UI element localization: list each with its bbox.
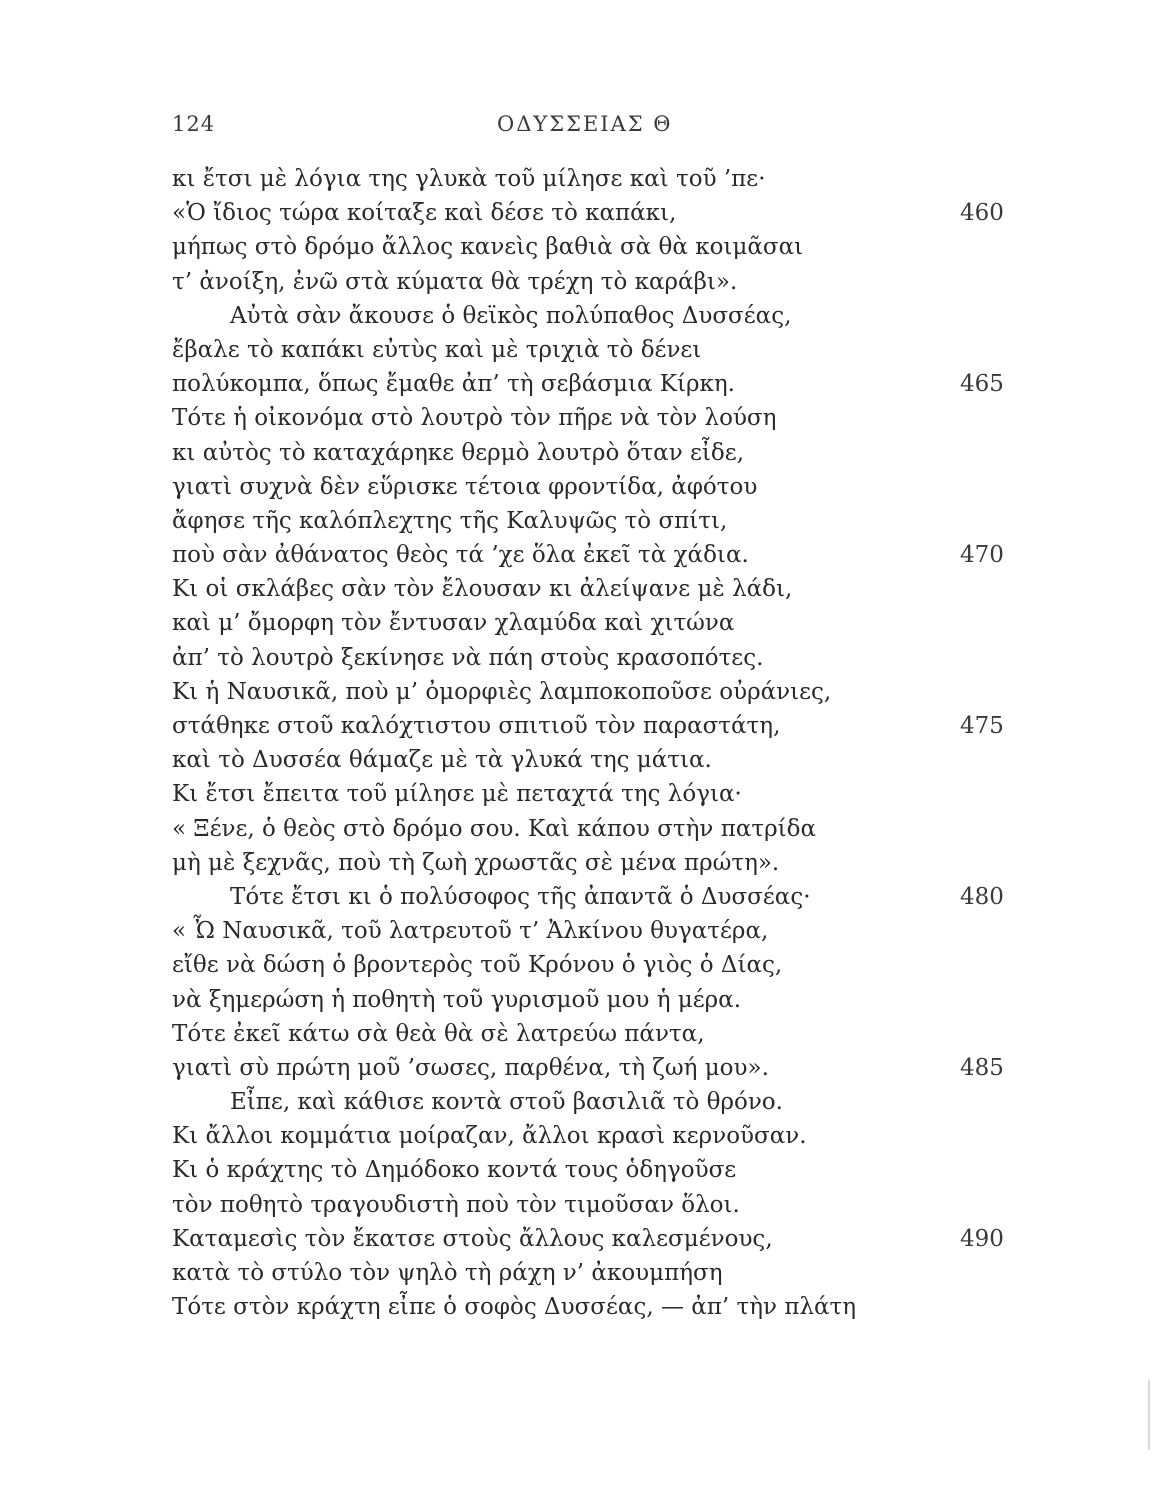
- verse-line: [172, 1222, 1004, 1256]
- verse-text: « Ὦ Ναυσικᾶ, τοῦ λατρευτοῦ τ’ Ἀλκίνου θυγατέρα,: [172, 918, 769, 945]
- verse-text: «Ὁ ἴδιος τώρα κοίταξε καὶ δέσε τὸ καπάκι,: [172, 200, 677, 227]
- verse-text: Εἶπε, καὶ κάθισε κοντὰ στοῦ βασιλιᾶ τὸ θρόνο.: [230, 1089, 783, 1116]
- verse-text: κι ἔτσι μὲ λόγια της γλυκὰ τοῦ μίλησε καὶ τοῦ ’πε·: [172, 166, 766, 192]
- verse-text: πολύκομπα, ὅπως ἔμαθε ἀπ’ τὴ σεβάσμια Κίρκη.: [172, 371, 735, 398]
- verse-text: Κι ἄλλοι κομμάτια μοίραζαν, ἄλλοι κρασὶ κερνοῦσαν.: [172, 1123, 807, 1150]
- verse-line: [172, 470, 992, 504]
- verse-text: κατὰ τὸ στύλο τὸν ψηλὸ τὴ ράχη ν’ ἀκουμπήση: [172, 1260, 723, 1286]
- line-number: 480: [960, 883, 1004, 910]
- verse-line: [172, 914, 992, 948]
- verse-line: [172, 436, 992, 470]
- page-header: [0, 112, 1157, 142]
- verse-line: [172, 743, 992, 777]
- verse-line: [172, 299, 992, 333]
- verse-line: [172, 538, 1004, 572]
- line-number: 465: [960, 371, 1004, 398]
- line-number: 460: [960, 200, 1004, 227]
- verse-block: [172, 162, 1004, 1324]
- verse-text: Τότε ἡ οἰκονόμα στὸ λουτρὸ τὸν πῆρε νὰ τὸν λούση: [172, 405, 777, 432]
- verse-text: Τότε στὸν κράχτη εἶπε ὁ σοφὸς Δυσσέας, — ἀπ’ τὴν πλάτη: [172, 1294, 857, 1321]
- verse-text: γιατὶ συχνὰ δὲν εὕρισκε τέτοια φροντίδα, ἀφότου: [172, 473, 758, 500]
- verse-line: [172, 1256, 992, 1290]
- verse-line: [172, 1051, 1004, 1085]
- line-number: 470: [960, 542, 1004, 569]
- verse-text: μήπως στὸ δρόμο ἄλλος κανεὶς βαθιὰ σὰ θὰ κοιμᾶσαι: [172, 234, 804, 261]
- verse-line: [172, 572, 992, 606]
- verse-line: [172, 983, 992, 1017]
- line-number: 475: [960, 713, 1004, 739]
- verse-text: Αὐτὰ σὰν ἄκουσε ὁ θεϊκὸς πολύπαθος Δυσσέας,: [230, 302, 792, 329]
- verse-text: Τότε ἐκεῖ κάτω σὰ θεὰ θὰ σὲ λατρεύω πάντα,: [172, 1020, 705, 1047]
- line-number: 485: [960, 1054, 1004, 1081]
- verse-line: [172, 230, 992, 264]
- verse-text: στάθηκε στοῦ καλόχτιστου σπιτιοῦ τὸν παραστάτη,: [172, 713, 781, 739]
- verse-line: [172, 1119, 992, 1153]
- verse-line: [172, 880, 1004, 914]
- verse-text: καὶ μ’ ὄμορφη τὸν ἔντυσαν χλαμύδα καὶ χιτώνα: [172, 610, 735, 637]
- running-title: ΟΔΥΣΣΕΙΑΣ Θ: [497, 112, 673, 136]
- verse-text: τ’ ἀνοίξη, ἐνῶ στὰ κύματα θὰ τρέχη τὸ καράβι».: [172, 268, 738, 295]
- verse-line: [172, 265, 992, 299]
- verse-line: [172, 367, 1004, 401]
- verse-text: ἀπ’ τὸ λουτρὸ ξεκίνησε νὰ πάη στοὺς κρασοπότες.: [172, 644, 764, 671]
- scan-edge-mark: [1148, 1380, 1150, 1450]
- verse-line: [172, 1085, 992, 1119]
- verse-text: εἴθε νὰ δώση ὁ βροντερὸς τοῦ Κρόνου ὁ γιὸς ὁ Δίας,: [172, 952, 783, 979]
- verse-line: [172, 1153, 992, 1187]
- verse-text: μὴ μὲ ξεχνᾶς, ποὺ τὴ ζωὴ χρωστᾶς σὲ μένα πρώτη».: [172, 849, 780, 876]
- verse-text: νὰ ξημερώση ἡ ποθητὴ τοῦ γυρισμοῦ μου ἡ μέρα.: [172, 986, 742, 1013]
- verse-line: [172, 777, 992, 811]
- verse-line: [172, 333, 992, 367]
- line-number: 490: [960, 1225, 1004, 1252]
- verse-line: [172, 812, 992, 846]
- verse-text: Κι οἱ σκλάβες σὰν τὸν ἔλουσαν κι ἀλείψανε μὲ λάδι,: [172, 576, 793, 603]
- verse-line: [172, 196, 1004, 230]
- verse-line: [172, 1290, 992, 1324]
- verse-line: [172, 1188, 992, 1222]
- verse-line: [172, 162, 992, 196]
- verse-line: [172, 641, 992, 675]
- verse-text: γιατὶ σὺ πρώτη μοῦ ’σωσες, παρθένα, τὴ ζωή μου».: [172, 1054, 769, 1081]
- verse-text: καὶ τὸ Δυσσέα θάμαζε μὲ τὰ γλυκά της μάτια.: [172, 747, 712, 774]
- verse-text: « Ξένε, ὁ θεὸς στὸ δρόμο σου. Καὶ κάπου στὴν πατρίδα: [172, 815, 817, 842]
- verse-line: [172, 846, 992, 880]
- verse-text: Κι ἡ Ναυσικᾶ, ποὺ μ’ ὀμορφιὲς λαμποκοποῦσε οὐράνιες,: [172, 678, 832, 705]
- verse-text: ποὺ σὰν ἀθάνατος θεὸς τά ’χε ὅλα ἐκεῖ τὰ χάδια.: [172, 542, 749, 569]
- verse-line: [172, 709, 1004, 743]
- verse-line: [172, 948, 992, 982]
- verse-text: Κι ἔτσι ἔπειτα τοῦ μίλησε μὲ πεταχτά της λόγια·: [172, 781, 742, 808]
- verse-text: κι αὐτὸς τὸ καταχάρηκε θερμὸ λουτρὸ ὅταν εἶδε,: [172, 439, 745, 466]
- verse-text: τὸν ποθητὸ τραγουδιστὴ ποὺ τὸν τιμοῦσαν ὅλοι.: [172, 1191, 740, 1218]
- verse-line: [172, 1017, 992, 1051]
- verse-text: ἄφησε τῆς καλόπλεχτης τῆς Καλυψῶς τὸ σπίτι,: [172, 507, 728, 534]
- verse-text: Κι ὁ κράχτης τὸ Δημόδοκο κοντά τους ὁδηγοῦσε: [172, 1157, 737, 1184]
- verse-line: [172, 401, 992, 435]
- verse-text: Καταμεσὶς τὸν ἔκατσε στοὺς ἄλλους καλεσμένους,: [172, 1225, 773, 1252]
- verse-line: [172, 675, 992, 709]
- verse-line: [172, 606, 992, 640]
- verse-text: Τότε ἔτσι κι ὁ πολύσοφος τῆς ἀπαντᾶ ὁ Δυσσέας·: [230, 883, 811, 910]
- verse-text: ἔβαλε τὸ καπάκι εὐτὺς καὶ μὲ τριχιὰ τὸ δένει: [172, 336, 702, 363]
- page-number: 124: [172, 112, 216, 136]
- verse-line: [172, 504, 992, 538]
